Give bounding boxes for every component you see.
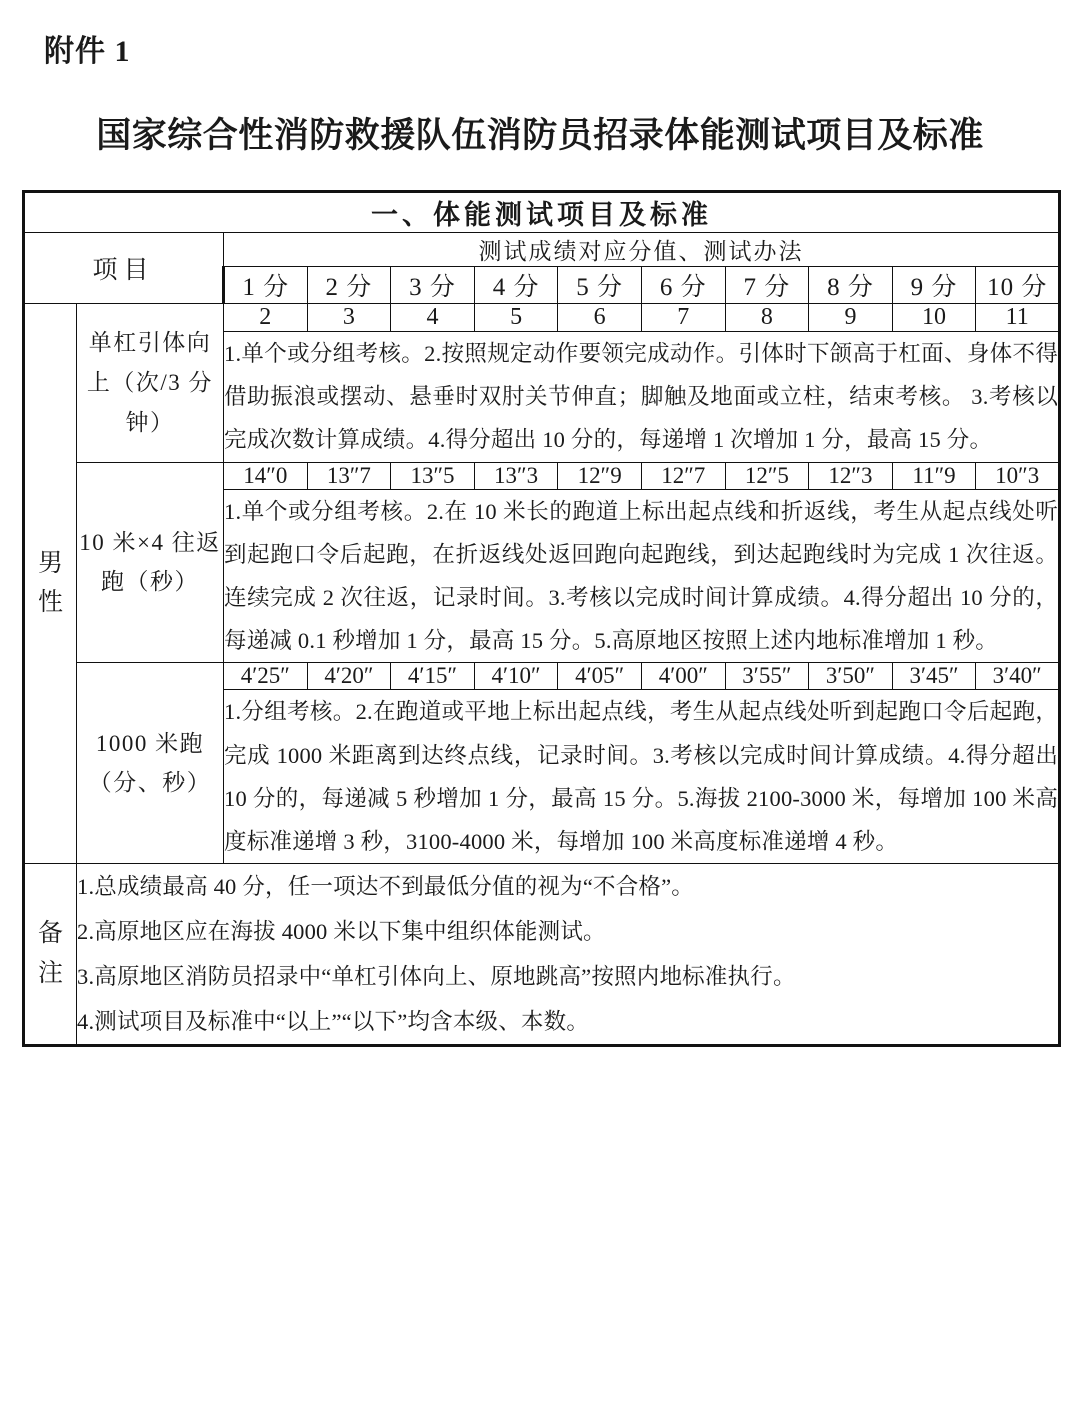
section-title-row <box>24 192 1060 233</box>
remark-item: 2.高原地区应在海拔 4000 米以下集中组织体能测试。 <box>77 919 606 945</box>
value-cell: 3′40″ <box>976 663 1060 690</box>
remark-item: 1.总成绩最高 40 分，任一项达不到最低分值的视为“不合格”。 <box>77 874 694 900</box>
value-cell: 12″9 <box>558 462 642 489</box>
score-header-3: 3 分 <box>391 267 475 304</box>
remark-item: 4.测试项目及标准中“以上”“以下”均含本级、本数。 <box>77 1009 590 1035</box>
value-cell: 2 <box>224 304 308 332</box>
attachment-label: 附件 1 <box>44 35 131 68</box>
value-cell: 5 <box>474 304 558 332</box>
value-cell: 12″5 <box>725 462 809 489</box>
value-cell: 4′25″ <box>224 663 308 690</box>
remark-item: 3.高原地区消防员招录中“单杠引体向上、原地跳高”按照内地标准执行。 <box>77 964 796 990</box>
remarks-row <box>24 864 1060 1046</box>
physical-test-standards-table <box>22 190 1061 1047</box>
value-cell: 4′05″ <box>558 663 642 690</box>
value-cell: 4 <box>391 304 475 332</box>
table-row <box>24 663 1060 690</box>
value-cell: 10″3 <box>976 462 1060 489</box>
item-name-shuttle-run: 10 米×4 往返跑（秒） <box>77 462 224 663</box>
gender-label-male <box>24 304 77 864</box>
gender-char-1: 男 <box>37 549 63 577</box>
value-cell: 3′45″ <box>892 663 976 690</box>
value-cell: 4′15″ <box>391 663 475 690</box>
item-column-header: 项目 <box>24 233 224 304</box>
remarks-content <box>77 864 1060 1046</box>
value-cell: 14″0 <box>224 462 308 489</box>
value-cell: 4′10″ <box>474 663 558 690</box>
remarks-label <box>24 864 77 1046</box>
score-header-4: 4 分 <box>474 267 558 304</box>
remark-char-1: 备 <box>37 920 63 948</box>
value-cell: 3′50″ <box>809 663 893 690</box>
value-cell: 10 <box>892 304 976 332</box>
score-header-1: 1 分 <box>224 267 308 304</box>
scores-column-header: 测试成绩对应分值、测试办法 <box>224 233 1060 267</box>
section-title: 一、体能测试项目及标准 <box>24 192 1060 233</box>
score-header-8: 8 分 <box>809 267 893 304</box>
item-description-shuttle-run: 1.单个或分组考核。2.在 10 米长的跑道上标出起点线和折返线，考生从起点线处听到起跑口令后起跑，在折返线处返回跑向起跑线，到达起跑线时为完成 1 次往返。连续完成 2 次往返，记录时间。3.考核以完成时间计算成绩。4.得分超出 10 分的，每递减 0.1 秒增加 1 分，最高 15 分。5.高原地区按照上述内地标准增加 1 秒。 <box>224 489 1060 663</box>
item-name-pullups: 单杠引体向上（次/3 分钟） <box>77 304 224 463</box>
score-header-5: 5 分 <box>558 267 642 304</box>
gender-char-2: 性 <box>37 588 63 616</box>
score-header-6: 6 分 <box>641 267 725 304</box>
table-row <box>24 304 1060 332</box>
value-cell: 12″7 <box>641 462 725 489</box>
value-cell: 9 <box>809 304 893 332</box>
value-cell: 3′55″ <box>725 663 809 690</box>
value-cell: 13″7 <box>307 462 391 489</box>
value-cell: 11 <box>976 304 1060 332</box>
value-cell: 4′20″ <box>307 663 391 690</box>
score-header-9: 9 分 <box>892 267 976 304</box>
item-description-1000m: 1.分组考核。2.在跑道或平地上标出起点线，考生从起点线处听到起跑口令后起跑，完成 1000 米距离到达终点线，记录时间。3.考核以完成时间计算成绩。4.得分超出 10 分的，每递减 5 秒增加 1 分，最高 15 分。5.海拔 2100-3000 米，每增加 100 米高度标准递增 3 秒，3100-4000 米，每增加 100 米高度标准递增 4 秒。 <box>224 690 1060 864</box>
remark-char-2: 注 <box>37 960 63 988</box>
value-cell: 3 <box>307 304 391 332</box>
value-cell: 4′00″ <box>641 663 725 690</box>
item-name-1000m: 1000 米跑（分、秒） <box>77 663 224 864</box>
value-cell: 7 <box>641 304 725 332</box>
value-cell: 12″3 <box>809 462 893 489</box>
value-cell: 13″3 <box>474 462 558 489</box>
value-cell: 8 <box>725 304 809 332</box>
page-title: 国家综合性消防救援队伍消防员招录体能测试项目及标准 <box>96 116 984 155</box>
value-cell: 11″9 <box>892 462 976 489</box>
value-cell: 6 <box>558 304 642 332</box>
item-description-pullups: 1.单个或分组考核。2.按照规定动作要领完成动作。引体时下颌高于杠面、身体不得借助振浪或摆动、悬垂时双肘关节伸直；脚触及地面或立柱，结束考核。 3.考核以完成次数计算成绩。4.得分超出 10 分的，每递增 1 次增加 1 分，最高 15 分。 <box>224 332 1060 463</box>
table-row <box>24 462 1060 489</box>
score-header-10: 10 分 <box>976 267 1060 304</box>
score-header-2: 2 分 <box>307 267 391 304</box>
value-cell: 13″5 <box>391 462 475 489</box>
score-header-7: 7 分 <box>725 267 809 304</box>
table-header-row-1 <box>24 233 1060 267</box>
